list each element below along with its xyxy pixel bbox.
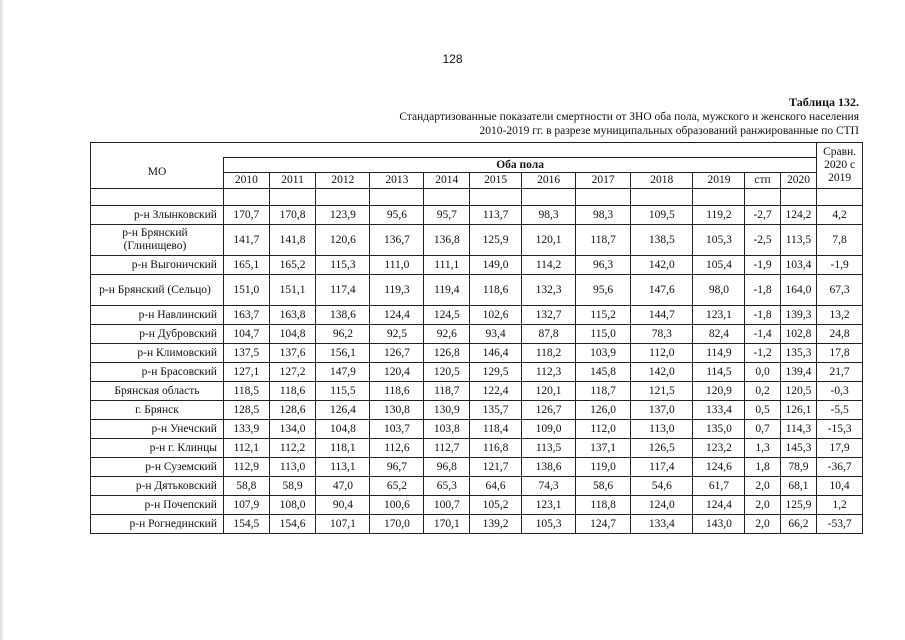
value-cell: 117,4: [631, 458, 693, 477]
value-cell: 165,1: [223, 256, 269, 275]
table-row: [91, 477, 863, 496]
mo-name-cell: р-н Климовский: [91, 344, 224, 363]
value-cell: 105,3: [522, 515, 576, 534]
value-cell: 100,7: [424, 496, 470, 515]
value-cell: 123,1: [693, 306, 745, 325]
value-cell: -1,8: [745, 306, 780, 325]
compare-cell: -15,3: [817, 420, 863, 439]
value-cell: 120,9: [693, 382, 745, 401]
value-cell: 135,0: [693, 420, 745, 439]
value-cell: 82,4: [693, 325, 745, 344]
value-cell: 154,5: [223, 515, 269, 534]
value-cell: 138,5: [631, 225, 693, 256]
value-cell: 137,5: [223, 344, 269, 363]
value-cell: 118,5: [223, 382, 269, 401]
value-cell: 132,7: [522, 306, 576, 325]
value-cell: 118,7: [576, 225, 631, 256]
value-cell: 138,6: [522, 458, 576, 477]
value-cell: 0,2: [745, 382, 780, 401]
value-cell: 96,2: [316, 325, 370, 344]
value-cell: 58,8: [223, 477, 269, 496]
value-cell: 2,0: [745, 496, 780, 515]
value-cell: 68,1: [780, 477, 816, 496]
value-cell: 121,5: [631, 382, 693, 401]
table-caption: [299, 110, 859, 138]
value-cell: 58,6: [576, 477, 631, 496]
value-cell: 125,9: [470, 225, 522, 256]
value-cell: 133,4: [693, 401, 745, 420]
value-cell: 119,3: [370, 275, 424, 306]
value-cell: 164,0: [780, 275, 816, 306]
value-cell: 126,5: [631, 439, 693, 458]
value-cell: 126,8: [424, 344, 470, 363]
value-cell: 124,7: [576, 515, 631, 534]
value-cell: 98,0: [693, 275, 745, 306]
value-cell: 139,4: [780, 363, 816, 382]
value-cell: 142,0: [631, 256, 693, 275]
value-cell: 115,0: [576, 325, 631, 344]
value-cell: 138,6: [316, 306, 370, 325]
value-cell: 135,3: [780, 344, 816, 363]
header-stp: стп: [745, 173, 780, 189]
value-cell: 98,3: [576, 206, 631, 225]
value-cell: 128,6: [269, 401, 316, 420]
header-year: 2018: [631, 173, 693, 189]
table-row: [91, 344, 863, 363]
header-year: 2012: [316, 173, 370, 189]
value-cell: 126,0: [576, 401, 631, 420]
value-cell: 113,7: [470, 206, 522, 225]
spacer-cell: [780, 189, 816, 206]
value-cell: 2,0: [745, 477, 780, 496]
value-cell: -1,4: [745, 325, 780, 344]
value-cell: -2,5: [745, 225, 780, 256]
value-cell: 65,2: [370, 477, 424, 496]
value-cell: 145,8: [576, 363, 631, 382]
header-mo: МО: [91, 158, 224, 189]
value-cell: 66,2: [780, 515, 816, 534]
value-cell: 96,3: [576, 256, 631, 275]
value-cell: 112,3: [522, 363, 576, 382]
value-cell: 103,9: [576, 344, 631, 363]
value-cell: 151,1: [269, 275, 316, 306]
value-cell: 92,6: [424, 325, 470, 344]
value-cell: 120,4: [370, 363, 424, 382]
value-cell: 124,4: [370, 306, 424, 325]
value-cell: 112,0: [631, 344, 693, 363]
compare-cell: 17,9: [817, 439, 863, 458]
mo-name-cell: р-н г. Клинцы: [91, 439, 224, 458]
value-cell: 113,5: [522, 439, 576, 458]
mo-name-cell: р-н Дятьковский: [91, 477, 224, 496]
mo-name-cell: г. Брянск: [91, 401, 224, 420]
value-cell: 116,8: [470, 439, 522, 458]
value-cell: 107,1: [316, 515, 370, 534]
compare-cell: -5,5: [817, 401, 863, 420]
value-cell: 137,1: [576, 439, 631, 458]
value-cell: 112,6: [370, 439, 424, 458]
header-year: 2015: [470, 173, 522, 189]
value-cell: 165,2: [269, 256, 316, 275]
header-year: 2010: [223, 173, 269, 189]
value-cell: 65,3: [424, 477, 470, 496]
value-cell: 114,5: [693, 363, 745, 382]
value-cell: 147,9: [316, 363, 370, 382]
value-cell: 47,0: [316, 477, 370, 496]
value-cell: 104,8: [316, 420, 370, 439]
caption-line-1: Стандартизованные показатели смертности от ЗНО оба пола, мужского и женского населения: [399, 111, 859, 123]
value-cell: 118,6: [370, 382, 424, 401]
header-year: 2020: [780, 173, 816, 189]
value-cell: 100,6: [370, 496, 424, 515]
value-cell: 114,2: [522, 256, 576, 275]
value-cell: 1,8: [745, 458, 780, 477]
value-cell: 124,4: [693, 496, 745, 515]
value-cell: 64,6: [470, 477, 522, 496]
value-cell: 126,7: [370, 344, 424, 363]
value-cell: 54,6: [631, 477, 693, 496]
value-cell: 108,0: [269, 496, 316, 515]
compare-cell: -1,9: [817, 256, 863, 275]
table-row: [91, 363, 863, 382]
value-cell: 113,5: [780, 225, 816, 256]
value-cell: -1,2: [745, 344, 780, 363]
header-row-group: [91, 158, 863, 173]
value-cell: 137,0: [631, 401, 693, 420]
value-cell: 136,8: [424, 225, 470, 256]
mo-name-cell: р-н Почепский: [91, 496, 224, 515]
value-cell: 124,2: [780, 206, 816, 225]
value-cell: 74,3: [522, 477, 576, 496]
spacer-cell: [316, 189, 370, 206]
value-cell: 143,0: [693, 515, 745, 534]
value-cell: 129,5: [470, 363, 522, 382]
mo-name-cell: р-н Дубровский: [91, 325, 224, 344]
header-year: 2013: [370, 173, 424, 189]
value-cell: 163,7: [223, 306, 269, 325]
value-cell: 78,9: [780, 458, 816, 477]
value-cell: 105,4: [693, 256, 745, 275]
mo-name-cell: р-н Брянский (Глинищево): [91, 225, 224, 256]
compare-cell: -36,7: [817, 458, 863, 477]
table-row: [91, 401, 863, 420]
value-cell: 127,1: [223, 363, 269, 382]
value-cell: 112,1: [223, 439, 269, 458]
compare-cell: -53,7: [817, 515, 863, 534]
value-cell: 115,3: [316, 256, 370, 275]
value-cell: -2,7: [745, 206, 780, 225]
value-cell: 112,0: [576, 420, 631, 439]
value-cell: 109,5: [631, 206, 693, 225]
spacer-cell: [424, 189, 470, 206]
mo-name-cell: р-н Брасовский: [91, 363, 224, 382]
value-cell: 107,9: [223, 496, 269, 515]
value-cell: 96,8: [424, 458, 470, 477]
table-row: [91, 420, 863, 439]
value-cell: 119,0: [576, 458, 631, 477]
compare-cell: 4,2: [817, 206, 863, 225]
value-cell: 133,4: [631, 515, 693, 534]
value-cell: 95,7: [424, 206, 470, 225]
value-cell: 124,6: [693, 458, 745, 477]
table-row: [91, 206, 863, 225]
value-cell: 119,2: [693, 206, 745, 225]
value-cell: 128,5: [223, 401, 269, 420]
value-cell: 119,4: [424, 275, 470, 306]
table-row: [91, 275, 863, 306]
mo-name-cell: р-н Злынковский: [91, 206, 224, 225]
value-cell: 118,8: [576, 496, 631, 515]
value-cell: 141,8: [269, 225, 316, 256]
table-row: [91, 325, 863, 344]
value-cell: 136,7: [370, 225, 424, 256]
compare-cell: 7,8: [817, 225, 863, 256]
value-cell: 147,6: [631, 275, 693, 306]
value-cell: 112,7: [424, 439, 470, 458]
value-cell: 170,8: [269, 206, 316, 225]
value-cell: 96,7: [370, 458, 424, 477]
value-cell: 156,1: [316, 344, 370, 363]
compare-cell: 10,4: [817, 477, 863, 496]
table-row: [91, 382, 863, 401]
value-cell: 1,3: [745, 439, 780, 458]
value-cell: 118,7: [576, 382, 631, 401]
value-cell: 111,0: [370, 256, 424, 275]
value-cell: 103,8: [424, 420, 470, 439]
value-cell: 126,4: [316, 401, 370, 420]
value-cell: 163,8: [269, 306, 316, 325]
header-empty-top: [91, 143, 817, 158]
mo-name-cell: р-н Выгоничский: [91, 256, 224, 275]
mo-name-cell: Брянская область: [91, 382, 224, 401]
spacer-cell: [576, 189, 631, 206]
value-cell: 120,5: [780, 382, 816, 401]
spacer-cell: [817, 189, 863, 206]
value-cell: 145,3: [780, 439, 816, 458]
value-cell: 93,4: [470, 325, 522, 344]
value-cell: 114,9: [693, 344, 745, 363]
value-cell: 137,6: [269, 344, 316, 363]
header-year: 2017: [576, 173, 631, 189]
scan-edge-shadow: [0, 0, 4, 640]
mo-name-cell: р-н Унечский: [91, 420, 224, 439]
value-cell: 118,2: [522, 344, 576, 363]
value-cell: 61,7: [693, 477, 745, 496]
value-cell: -1,9: [745, 256, 780, 275]
value-cell: 125,9: [780, 496, 816, 515]
value-cell: 118,7: [424, 382, 470, 401]
table-label: Таблица 132.: [789, 95, 859, 109]
value-cell: 95,6: [370, 206, 424, 225]
value-cell: 120,1: [522, 382, 576, 401]
spacer-cell: [223, 189, 269, 206]
table-row: [91, 515, 863, 534]
value-cell: 132,3: [522, 275, 576, 306]
value-cell: 113,0: [269, 458, 316, 477]
value-cell: 104,8: [269, 325, 316, 344]
value-cell: 151,0: [223, 275, 269, 306]
value-cell: 127,2: [269, 363, 316, 382]
value-cell: 102,6: [470, 306, 522, 325]
value-cell: 120,5: [424, 363, 470, 382]
value-cell: 139,3: [780, 306, 816, 325]
value-cell: 115,5: [316, 382, 370, 401]
header-year: 2019: [693, 173, 745, 189]
spacer-cell: [470, 189, 522, 206]
value-cell: -1,8: [745, 275, 780, 306]
header-year: 2016: [522, 173, 576, 189]
value-cell: 111,1: [424, 256, 470, 275]
value-cell: 58,9: [269, 477, 316, 496]
spacer-cell: [745, 189, 780, 206]
caption-line-2: 2010-2019 гг. в разрезе муниципальных образований ранжированные по СТП: [479, 125, 859, 137]
value-cell: 130,9: [424, 401, 470, 420]
header-group: Оба пола: [223, 158, 816, 173]
mo-name-cell: р-н Навлинский: [91, 306, 224, 325]
value-cell: 139,2: [470, 515, 522, 534]
value-cell: 146,4: [470, 344, 522, 363]
value-cell: 122,4: [470, 382, 522, 401]
value-cell: 123,2: [693, 439, 745, 458]
value-cell: 118,6: [269, 382, 316, 401]
header-compare: [817, 143, 863, 189]
table-row: [91, 458, 863, 477]
table-row: [91, 306, 863, 325]
value-cell: 104,7: [223, 325, 269, 344]
spacer-cell: [91, 189, 224, 206]
value-cell: 87,8: [522, 325, 576, 344]
value-cell: 154,6: [269, 515, 316, 534]
value-cell: 109,0: [522, 420, 576, 439]
mo-name-cell: р-н Суземский: [91, 458, 224, 477]
value-cell: 120,6: [316, 225, 370, 256]
header-year: 2011: [269, 173, 316, 189]
table-row: [91, 439, 863, 458]
page-number: 128: [442, 52, 463, 66]
value-cell: 78,3: [631, 325, 693, 344]
spacer-cell: [269, 189, 316, 206]
compare-cell: 24,8: [817, 325, 863, 344]
spacer-cell: [693, 189, 745, 206]
value-cell: 123,1: [522, 496, 576, 515]
value-cell: 105,2: [470, 496, 522, 515]
value-cell: 0,0: [745, 363, 780, 382]
value-cell: 121,7: [470, 458, 522, 477]
value-cell: 112,9: [223, 458, 269, 477]
mo-name-cell: р-н Брянский (Сельцо): [91, 275, 224, 306]
value-cell: 170,1: [424, 515, 470, 534]
value-cell: 124,5: [424, 306, 470, 325]
value-cell: 126,1: [780, 401, 816, 420]
compare-cell: 21,7: [817, 363, 863, 382]
value-cell: 141,7: [223, 225, 269, 256]
value-cell: 92,5: [370, 325, 424, 344]
table-body: [91, 189, 863, 534]
value-cell: 113,0: [631, 420, 693, 439]
value-cell: 105,3: [693, 225, 745, 256]
value-cell: 98,3: [522, 206, 576, 225]
value-cell: 134,0: [269, 420, 316, 439]
header-row-top: [91, 143, 863, 158]
value-cell: 90,4: [316, 496, 370, 515]
value-cell: 142,0: [631, 363, 693, 382]
header-year: 2014: [424, 173, 470, 189]
spacer-cell: [370, 189, 424, 206]
value-cell: 113,1: [316, 458, 370, 477]
value-cell: 95,6: [576, 275, 631, 306]
value-cell: 114,3: [780, 420, 816, 439]
value-cell: 0,7: [745, 420, 780, 439]
spacer-row: [91, 189, 863, 206]
value-cell: 112,2: [269, 439, 316, 458]
spacer-cell: [631, 189, 693, 206]
value-cell: 118,6: [470, 275, 522, 306]
header-compare-label: Сравн. 2020 с 2019: [823, 146, 857, 184]
compare-cell: 67,3: [817, 275, 863, 306]
value-cell: 118,1: [316, 439, 370, 458]
value-cell: 124,0: [631, 496, 693, 515]
value-cell: 120,1: [522, 225, 576, 256]
value-cell: 170,7: [223, 206, 269, 225]
value-cell: 102,8: [780, 325, 816, 344]
value-cell: 144,7: [631, 306, 693, 325]
value-cell: 2,0: [745, 515, 780, 534]
value-cell: 130,8: [370, 401, 424, 420]
value-cell: 0,5: [745, 401, 780, 420]
value-cell: 149,0: [470, 256, 522, 275]
value-cell: 115,2: [576, 306, 631, 325]
mortality-table: [90, 142, 863, 534]
value-cell: 133,9: [223, 420, 269, 439]
value-cell: 103,7: [370, 420, 424, 439]
value-cell: 103,4: [780, 256, 816, 275]
value-cell: 118,4: [470, 420, 522, 439]
value-cell: 117,4: [316, 275, 370, 306]
table-row: [91, 256, 863, 275]
mo-name-cell: р-н Рогнединский: [91, 515, 224, 534]
compare-cell: 17,8: [817, 344, 863, 363]
table-row: [91, 225, 863, 256]
value-cell: 123,9: [316, 206, 370, 225]
value-cell: 135,7: [470, 401, 522, 420]
compare-cell: 1,2: [817, 496, 863, 515]
compare-cell: 13,2: [817, 306, 863, 325]
compare-cell: -0,3: [817, 382, 863, 401]
table-row: [91, 496, 863, 515]
spacer-cell: [522, 189, 576, 206]
value-cell: 126,7: [522, 401, 576, 420]
value-cell: 170,0: [370, 515, 424, 534]
